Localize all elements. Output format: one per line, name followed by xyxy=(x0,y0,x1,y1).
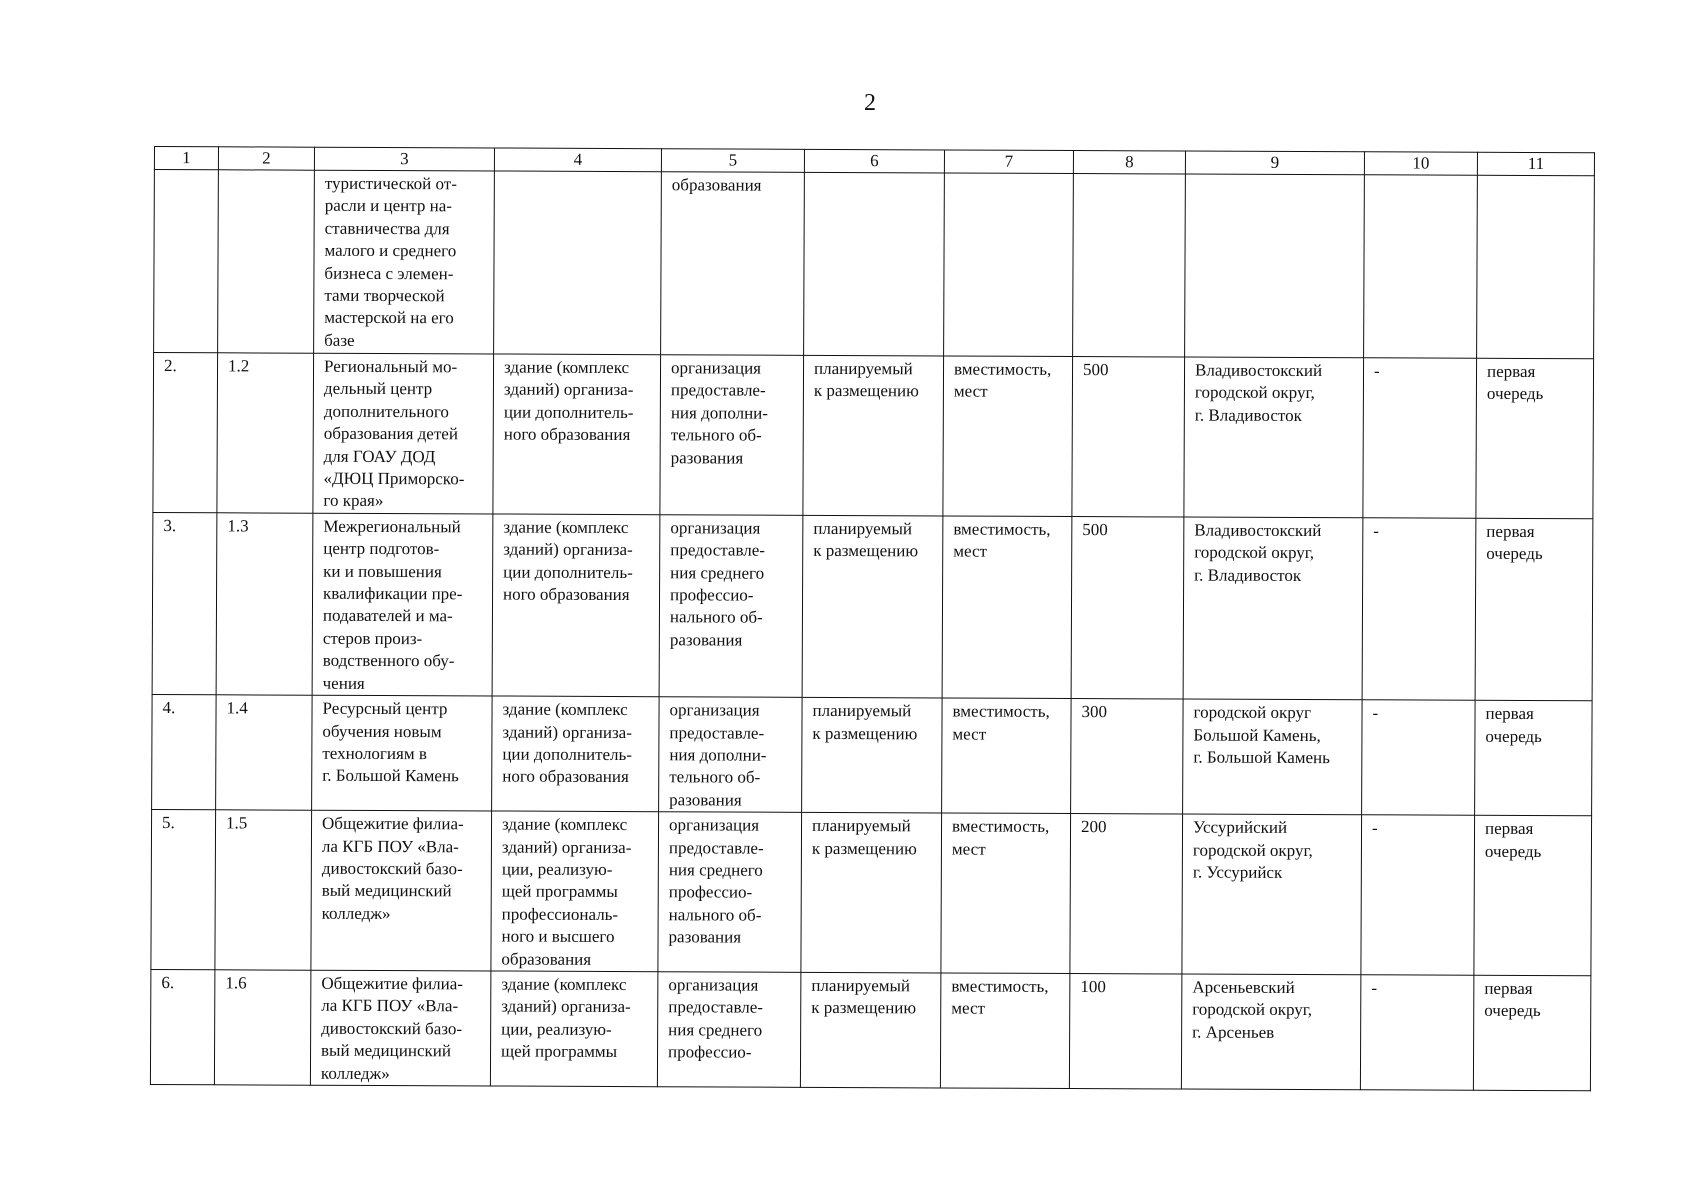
column-header: 5 xyxy=(661,149,804,173)
location-text: Владивостокский городской округ, г. Владивосток xyxy=(1194,520,1322,585)
facility-name-cell xyxy=(310,970,491,1086)
characteristic-cell xyxy=(942,698,1072,814)
row-number-text: 5. xyxy=(162,813,175,833)
table-row xyxy=(153,353,1594,519)
facility-name-text: Общежитие филиа- ла КГБ ПОУ «Вла- дивостокский базо- вый медицинский колледж» xyxy=(321,813,464,923)
column-header: 9 xyxy=(1185,151,1364,175)
zone-text: - xyxy=(1373,521,1380,541)
purpose-text: организация предоставле- ния дополни- тельного об- разования xyxy=(669,700,767,810)
capacity-cell xyxy=(1072,357,1185,517)
stage-text: первая очередь xyxy=(1485,703,1542,746)
zone-cell xyxy=(1362,700,1476,816)
location-text: Владивостокский городской округ, г. Владивосток xyxy=(1194,360,1323,425)
table-row xyxy=(150,969,1590,1090)
zone-cell xyxy=(1364,175,1478,358)
zone-cell xyxy=(1362,518,1476,701)
location-text: Уссурийский городской округ, г. Уссурийск xyxy=(1192,817,1313,882)
purpose-cell xyxy=(660,355,804,515)
facility-type-text: здание (комплекс зданий) организа- ции дополнитель- ного образования xyxy=(503,517,633,605)
row-number-cell xyxy=(151,810,216,970)
capacity-text: 500 xyxy=(1082,360,1109,380)
characteristic-cell xyxy=(942,516,1072,699)
status-cell xyxy=(802,697,943,813)
item-code-cell xyxy=(215,810,312,970)
column-header: 2 xyxy=(218,147,314,170)
facility-type-text: здание (комплекс зданий) организа- ции дополнитель- ного образования xyxy=(503,357,634,445)
zone-text: - xyxy=(1372,703,1379,723)
table-row xyxy=(152,695,1592,816)
purpose-text: организация предоставле- ния среднего профессио- xyxy=(668,975,764,1062)
facility-type-text: здание (комплекс зданий) организа- ции, реализую- щей программы профессиональ- ного и высшего образования xyxy=(501,814,632,969)
location-cell xyxy=(1181,974,1361,1090)
item-code-cell xyxy=(218,170,315,353)
zone-cell xyxy=(1361,815,1475,975)
row-number-cell xyxy=(152,695,217,810)
table-row xyxy=(152,512,1593,701)
stage-cell xyxy=(1475,518,1593,701)
stage-cell xyxy=(1476,358,1594,518)
row-number-text: 2. xyxy=(164,356,177,376)
item-code-text: 1.4 xyxy=(226,698,248,718)
location-cell xyxy=(1182,814,1362,975)
purpose-cell xyxy=(657,972,801,1088)
capacity-cell xyxy=(1070,814,1183,974)
row-number-text: 6. xyxy=(161,973,175,993)
capacity-text: 200 xyxy=(1080,817,1107,837)
facility-type-text: здание (комплекс зданий) организа- ции, реализую- щей программы xyxy=(501,974,631,1062)
characteristic-text: вместимость, мест xyxy=(951,816,1050,859)
status-text xyxy=(815,175,936,176)
characteristic-cell xyxy=(941,813,1071,973)
stage-text: первая очередь xyxy=(1484,818,1542,861)
item-code-cell xyxy=(214,970,311,1085)
stage-cell xyxy=(1473,975,1591,1091)
facility-name-text: Региональный мо- дельный центр дополнительного образования детей для ГОАУ ДОД «ДЮЦ Приморско- го края» xyxy=(323,356,465,511)
facility-type-text: здание (комплекс зданий) организа- ции дополнитель- ного образования xyxy=(502,699,633,787)
facility-name-cell xyxy=(311,810,492,971)
capacity-text: 100 xyxy=(1080,977,1106,997)
characteristic-cell xyxy=(944,173,1074,357)
purpose-text: организация предоставле- ния среднего профессио- нального об- разования xyxy=(668,815,764,947)
zone-text: - xyxy=(1371,978,1378,998)
facility-type-cell xyxy=(490,971,658,1087)
column-header: 1 xyxy=(154,147,218,170)
purpose-cell xyxy=(661,172,805,356)
location-cell xyxy=(1184,357,1364,518)
row-number-cell xyxy=(150,969,215,1084)
stage-text: первая очередь xyxy=(1486,361,1544,404)
capacity-cell xyxy=(1069,973,1182,1089)
item-code-text: 1.5 xyxy=(226,813,248,833)
row-number-cell xyxy=(152,512,217,695)
purpose-text: организация предоставле- ния дополни- тельного об- разования xyxy=(670,358,769,468)
capacity-cell xyxy=(1071,699,1184,815)
stage-cell xyxy=(1477,175,1595,359)
status-text: планируемый к размещению xyxy=(812,700,918,743)
purpose-cell xyxy=(659,697,803,813)
item-code-cell xyxy=(216,513,313,696)
stage-text: первая очередь xyxy=(1484,978,1541,1021)
characteristic-cell xyxy=(940,973,1070,1089)
facility-name-text: Ресурсный центр обучения новым технологиям в г. Большой Камень xyxy=(322,698,459,786)
row-number-cell xyxy=(154,170,219,353)
facility-name-cell xyxy=(313,353,494,514)
location-cell xyxy=(1185,174,1365,358)
stage-cell xyxy=(1475,700,1593,816)
capacity-cell xyxy=(1073,174,1186,357)
status-text: планируемый к размещению xyxy=(813,518,919,561)
facility-name-cell xyxy=(312,695,493,811)
facility-type-text xyxy=(505,174,653,175)
facility-name-cell xyxy=(314,170,495,354)
column-header: 7 xyxy=(944,150,1073,174)
row-number-cell xyxy=(153,353,218,513)
column-header: 6 xyxy=(804,149,944,173)
characteristic-text: вместимость, мест xyxy=(953,519,1051,561)
facility-name-cell xyxy=(312,513,493,696)
column-header: 10 xyxy=(1364,152,1477,175)
status-text: планируемый к размещению xyxy=(813,358,919,401)
location-cell xyxy=(1183,517,1363,700)
item-code-cell xyxy=(217,353,314,513)
row-number-text: 4. xyxy=(162,698,176,718)
zone-cell xyxy=(1360,975,1474,1091)
characteristic-text: вместимость, мест xyxy=(952,701,1050,744)
zone-text: - xyxy=(1371,818,1378,838)
facilities-table xyxy=(150,146,1595,1091)
capacity-text: 300 xyxy=(1081,702,1108,722)
facility-type-cell xyxy=(492,696,660,812)
status-cell xyxy=(804,172,945,356)
status-text: планируемый к размещению xyxy=(811,816,917,858)
purpose-cell xyxy=(658,812,802,972)
facility-type-cell xyxy=(493,354,661,515)
capacity-text: 500 xyxy=(1082,519,1108,540)
column-header: 3 xyxy=(314,147,494,171)
location-text: Арсеньевский городской округ, г. Арсеньев xyxy=(1192,977,1313,1042)
purpose-text: организация предоставле- ния среднего профессио- нального об- разования xyxy=(669,518,766,650)
page-number: 2 xyxy=(864,90,876,116)
zone-text: - xyxy=(1373,361,1380,381)
table-row xyxy=(154,170,1595,359)
row-number-text: 3. xyxy=(163,515,177,535)
facility-name-text: Межрегиональный центр подготов- ки и повышения квалификации пре- подавателей и ма- стеров произ- водственного обу- чения xyxy=(322,516,463,693)
column-header: 4 xyxy=(494,148,661,172)
status-cell xyxy=(802,515,943,698)
zone-cell xyxy=(1363,358,1477,518)
status-text: планируемый к размещению xyxy=(811,975,917,1018)
facility-name-text: Общежитие филиа- ла КГБ ПОУ «Вла- дивостокский базо- вый медицинский колледж» xyxy=(320,973,464,1083)
column-header: 11 xyxy=(1477,152,1594,176)
facility-type-cell xyxy=(492,514,660,697)
location-text xyxy=(1196,177,1356,178)
stage-cell xyxy=(1474,815,1592,975)
table-row xyxy=(151,810,1592,976)
capacity-cell xyxy=(1071,516,1184,699)
facility-type-cell xyxy=(494,171,662,355)
item-code-text: 1.6 xyxy=(225,973,247,993)
column-header: 8 xyxy=(1073,151,1185,174)
characteristic-text: вместимость, мест xyxy=(951,976,1049,1019)
status-cell xyxy=(801,812,942,972)
stage-text: первая очередь xyxy=(1486,521,1543,564)
purpose-cell xyxy=(659,515,803,698)
status-cell xyxy=(803,355,944,515)
item-code-text: 1.2 xyxy=(228,356,250,376)
item-code-cell xyxy=(216,695,313,810)
location-cell xyxy=(1183,699,1363,815)
purpose-text: образования xyxy=(671,175,762,195)
item-code-text: 1.3 xyxy=(227,516,249,536)
facility-name-text: туристической от- расли и центр на- ставничества для малого и среднего бизнеса с элемен- тами творческой мастерской на его базе xyxy=(324,173,457,350)
location-text: городской округ Большой Камень, г. Большой Камень xyxy=(1193,702,1330,768)
characteristic-cell xyxy=(943,356,1073,516)
characteristic-text: вместимость, мест xyxy=(953,359,1052,402)
status-cell xyxy=(800,972,941,1088)
facility-type-cell xyxy=(491,811,659,972)
